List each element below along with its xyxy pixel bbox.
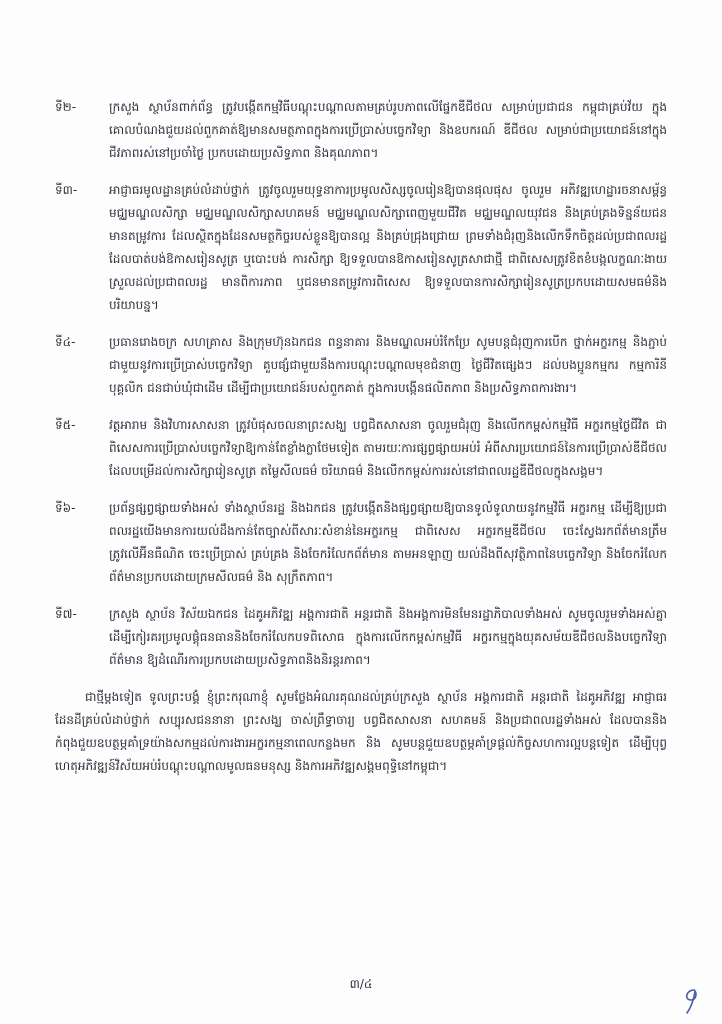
handwritten-initial-mark <box>678 986 702 1016</box>
item-number: ទី៤- <box>55 335 76 349</box>
item-text: ប្រធានរោងចក្រ សហគ្រាស និងក្រុមហ៊ុនឯកជន ពន្ធនាគារ និងមណ្ឌលអប់រំកែប្រែ សូមបន្តជំរុញការបើក ថ្នាក់អក្ខរកម្ម និងភ្ជាប់ជាមួយនូវការប្រើប្រាស់បច្ចេកវិទ្យា គួបផ្សំជាមួយនឹងការបណ្តុះបណ្តាលមុខជំនាញ ថ្ងៃជីវិតផ្សេងៗ ដល់បងប្អូនកម្មករ កម្មការិនី បុគ្គលិក ជនជាប់ឃុំជាដើម ដើម្បីជាប្រយោជន៍របស់ពួកគាត់ ក្នុងការបង្កើនផលិតភាព និងប្រសិទ្ធភាពការងារ។ <box>109 335 667 395</box>
list-item <box>55 603 667 672</box>
closing-paragraph: ជាថ្មីម្តងទៀត ទូលព្រះបង្គំ ខ្ញុំព្រះករុណាខ្ញុំ សូមថ្លែងអំណរគុណដល់គ្រប់ក្រសួង ស្ថាប័ន អង្គការជាតិ អន្តរជាតិ ដៃគូអភិវឌ្ឍ អាជ្ញាធរដែនដីគ្រប់លំដាប់ថ្នាក់ សប្បុរសជននានា ព្រះសង្ឃ ចាស់ព្រឹទ្ធាចារ្យ បព្វជិតសាសនា សហគមន៍ និងប្រជាពលរដ្ឋទាំងអស់ ដែលបាននិងកំពុងជួយឧបត្ថម្ភគាំទ្រយ៉ាងសកម្មដល់ការងារអក្ខរកម្មនាពេលកន្លងមក និង សូមបន្តជួយឧបត្ថម្ភគាំទ្រផ្តល់កិច្ចសហការល្អបន្តទៀត ដើម្បីបុព្វហេតុអភិវឌ្ឍន៍វិស័យអប់រំបណ្តុះបណ្តាលមូលធនមនុស្ស និងការអភិវឌ្ឍសង្គមពុទ្ធិនៅកម្ពុជា។ <box>55 690 667 773</box>
item-number: ទី២- <box>55 100 77 114</box>
list-item <box>55 96 667 165</box>
item-text: អាជ្ញាធរមូលដ្ឋានគ្រប់លំដាប់ថ្នាក់ ត្រូវចូលរួមយុទ្ធនាការប្រមូលសិស្សចូលរៀនឱ្យបានផុលផុស ចូលរួម អភិវឌ្ឍហេដ្ឋារចនាសម្ព័ន្ធមជ្ឈមណ្ឌលសិក្សា មជ្ឈមណ្ឌលសិក្សាសហគមន៍ មជ្ឈមណ្ឌលសិក្សាពេញមួយជីវិត មជ្ឈមណ្ឌលយុវជន និងគ្រប់គ្រងទិន្នន័យជនមានតម្រូវការ ដែលស្ថិតក្នុងដែនសមត្ថកិច្ចរបស់ខ្លួនឱ្យបានល្អ និងគ្រប់ជ្រុងជ្រោយ ព្រមទាំងជំរុញនិងលើកទឹកចិត្តដល់ប្រជាពលរដ្ឋដែលបាត់បង់ឱកាសរៀនសូត្រ ឬបោះបង់ ការសិក្សា ឱ្យទទួលបានឱកាសរៀនសូត្រសាជាថ្មី ជាពិសេសត្រូវខិតខំបង្កលក្ខណៈងាយស្រួលដល់ប្រជាពលរដ្ឋ មានពិការភាព ឬជនមានតម្រូវការពិសេស ឱ្យទទួលបានការសិក្សារៀនសូត្រប្រកបដោយសមធម៌និងបរិយាបន្ន។ <box>109 183 667 312</box>
item-number: ទី៦- <box>55 501 76 515</box>
item-text: វត្តអារាម និងវិហារសាសនា ត្រូវបំផុសចលនាព្រះសង្ឃ បព្វជិតសាសនា ចូលរួមជំរុញ និងលើកកម្ពស់កម្មវិធី អក្ខរកម្មថ្ងៃជីវិត ជាពិសេសការប្រើប្រាស់បច្ចេកវិទ្យាឱ្យកាន់តែខ្លាំងក្លាថែមទៀត តាមរយៈការផ្សព្វផ្សាយអប់រំ អំពីសារប្រយោជន៍នៃការប្រើប្រាស់ឌីជីថល ដែលបម្រើដល់ការសិក្សារៀនសូត្រ តម្លៃសីលធម៌ ចរិយាធម៌ និងលើកកម្ពស់ការរស់នៅជាពលរដ្ឋឌីជីថលក្នុងសង្គម។ <box>109 418 667 478</box>
list-item <box>55 179 667 317</box>
item-text: ប្រព័ន្ធផ្សព្វផ្សាយទាំងអស់ ទាំងស្ថាប័នរដ្ឋ និងឯកជន ត្រូវបង្កើតនិងផ្សព្វផ្សាយឱ្យបានទូលំទូលាយនូវកម្មវិធី អក្ខរកម្ម ដើម្បីឱ្យប្រជាពលរដ្ឋយើងមានការយល់ដឹងកាន់តែច្បាស់ពីសារៈសំខាន់នៃអក្ខរកម្ម ជាពិសេស អក្ខរកម្មឌីជីថល ចេះស្វែងរកព័ត៌មានត្រឹមត្រូវលើអ៊ីនធឺណិត ចេះប្រើប្រាស់ គ្រប់គ្រង និងចែករំលែកព័ត៌មាន តាមអនឡាញ យល់ដឹងពីសុវត្ថិភាពនៃបច្ចេកវិទ្យា និងចែករំលែកព័ត៌មានប្រកបដោយក្រមសីលធម៌ និង សុក្រឹតភាព។ <box>109 501 667 584</box>
list-item <box>55 414 667 483</box>
document-body <box>55 96 667 790</box>
item-text: ក្រសួង ស្ថាប័នពាក់ព័ន្ធ ត្រូវបង្កើតកម្មវិធីបណ្តុះបណ្តាលតាមគ្រប់រូបភាពលើផ្នែកឌីជីថល សម្រាប់ប្រជាជន កម្ពុជាគ្រប់វ័យ ក្នុងគោលបំណងជួយដល់ពួកគាត់ឱ្យមានសមត្ថភាពក្នុងការប្រើប្រាស់បច្ចេកវិទ្យា និងឧបករណ៍ ឌីជីថល សម្រាប់ជាប្រយោជន៍នៅក្នុងជីវភាពរស់នៅប្រចាំថ្ងៃ ប្រកបដោយប្រសិទ្ធភាព និងគុណភាព។ <box>109 100 667 160</box>
list-item <box>55 331 667 400</box>
list-item <box>55 497 667 589</box>
item-text: ក្រសួង ស្ថាប័ន វិស័យឯកជន ដៃគូអភិវឌ្ឍ អង្គការជាតិ អន្តរជាតិ និងអង្គការមិនមែនរដ្ឋាភិបាលទាំងអស់ សូមចូលរួមទាំងអស់គ្នា ដើម្បីកៀរគរប្រមូលផ្តុំធនធាននិងចែករំលែកបទពិសោធ ក្នុងការលើកកម្ពស់កម្មវិធី អក្ខរកម្មក្នុងយុគសម័យឌីជីថលនិងបច្ចេកវិទ្យាព័ត៌មាន ឱ្យដំណើរការប្រកបដោយប្រសិទ្ធភាពនិងនិរន្តរភាព។ <box>109 607 667 667</box>
item-number: ទី៧- <box>55 607 77 621</box>
page-number: ៣/៤ <box>349 977 373 991</box>
item-number: ទី៣- <box>55 183 78 197</box>
item-number: ទី៥- <box>55 418 76 432</box>
